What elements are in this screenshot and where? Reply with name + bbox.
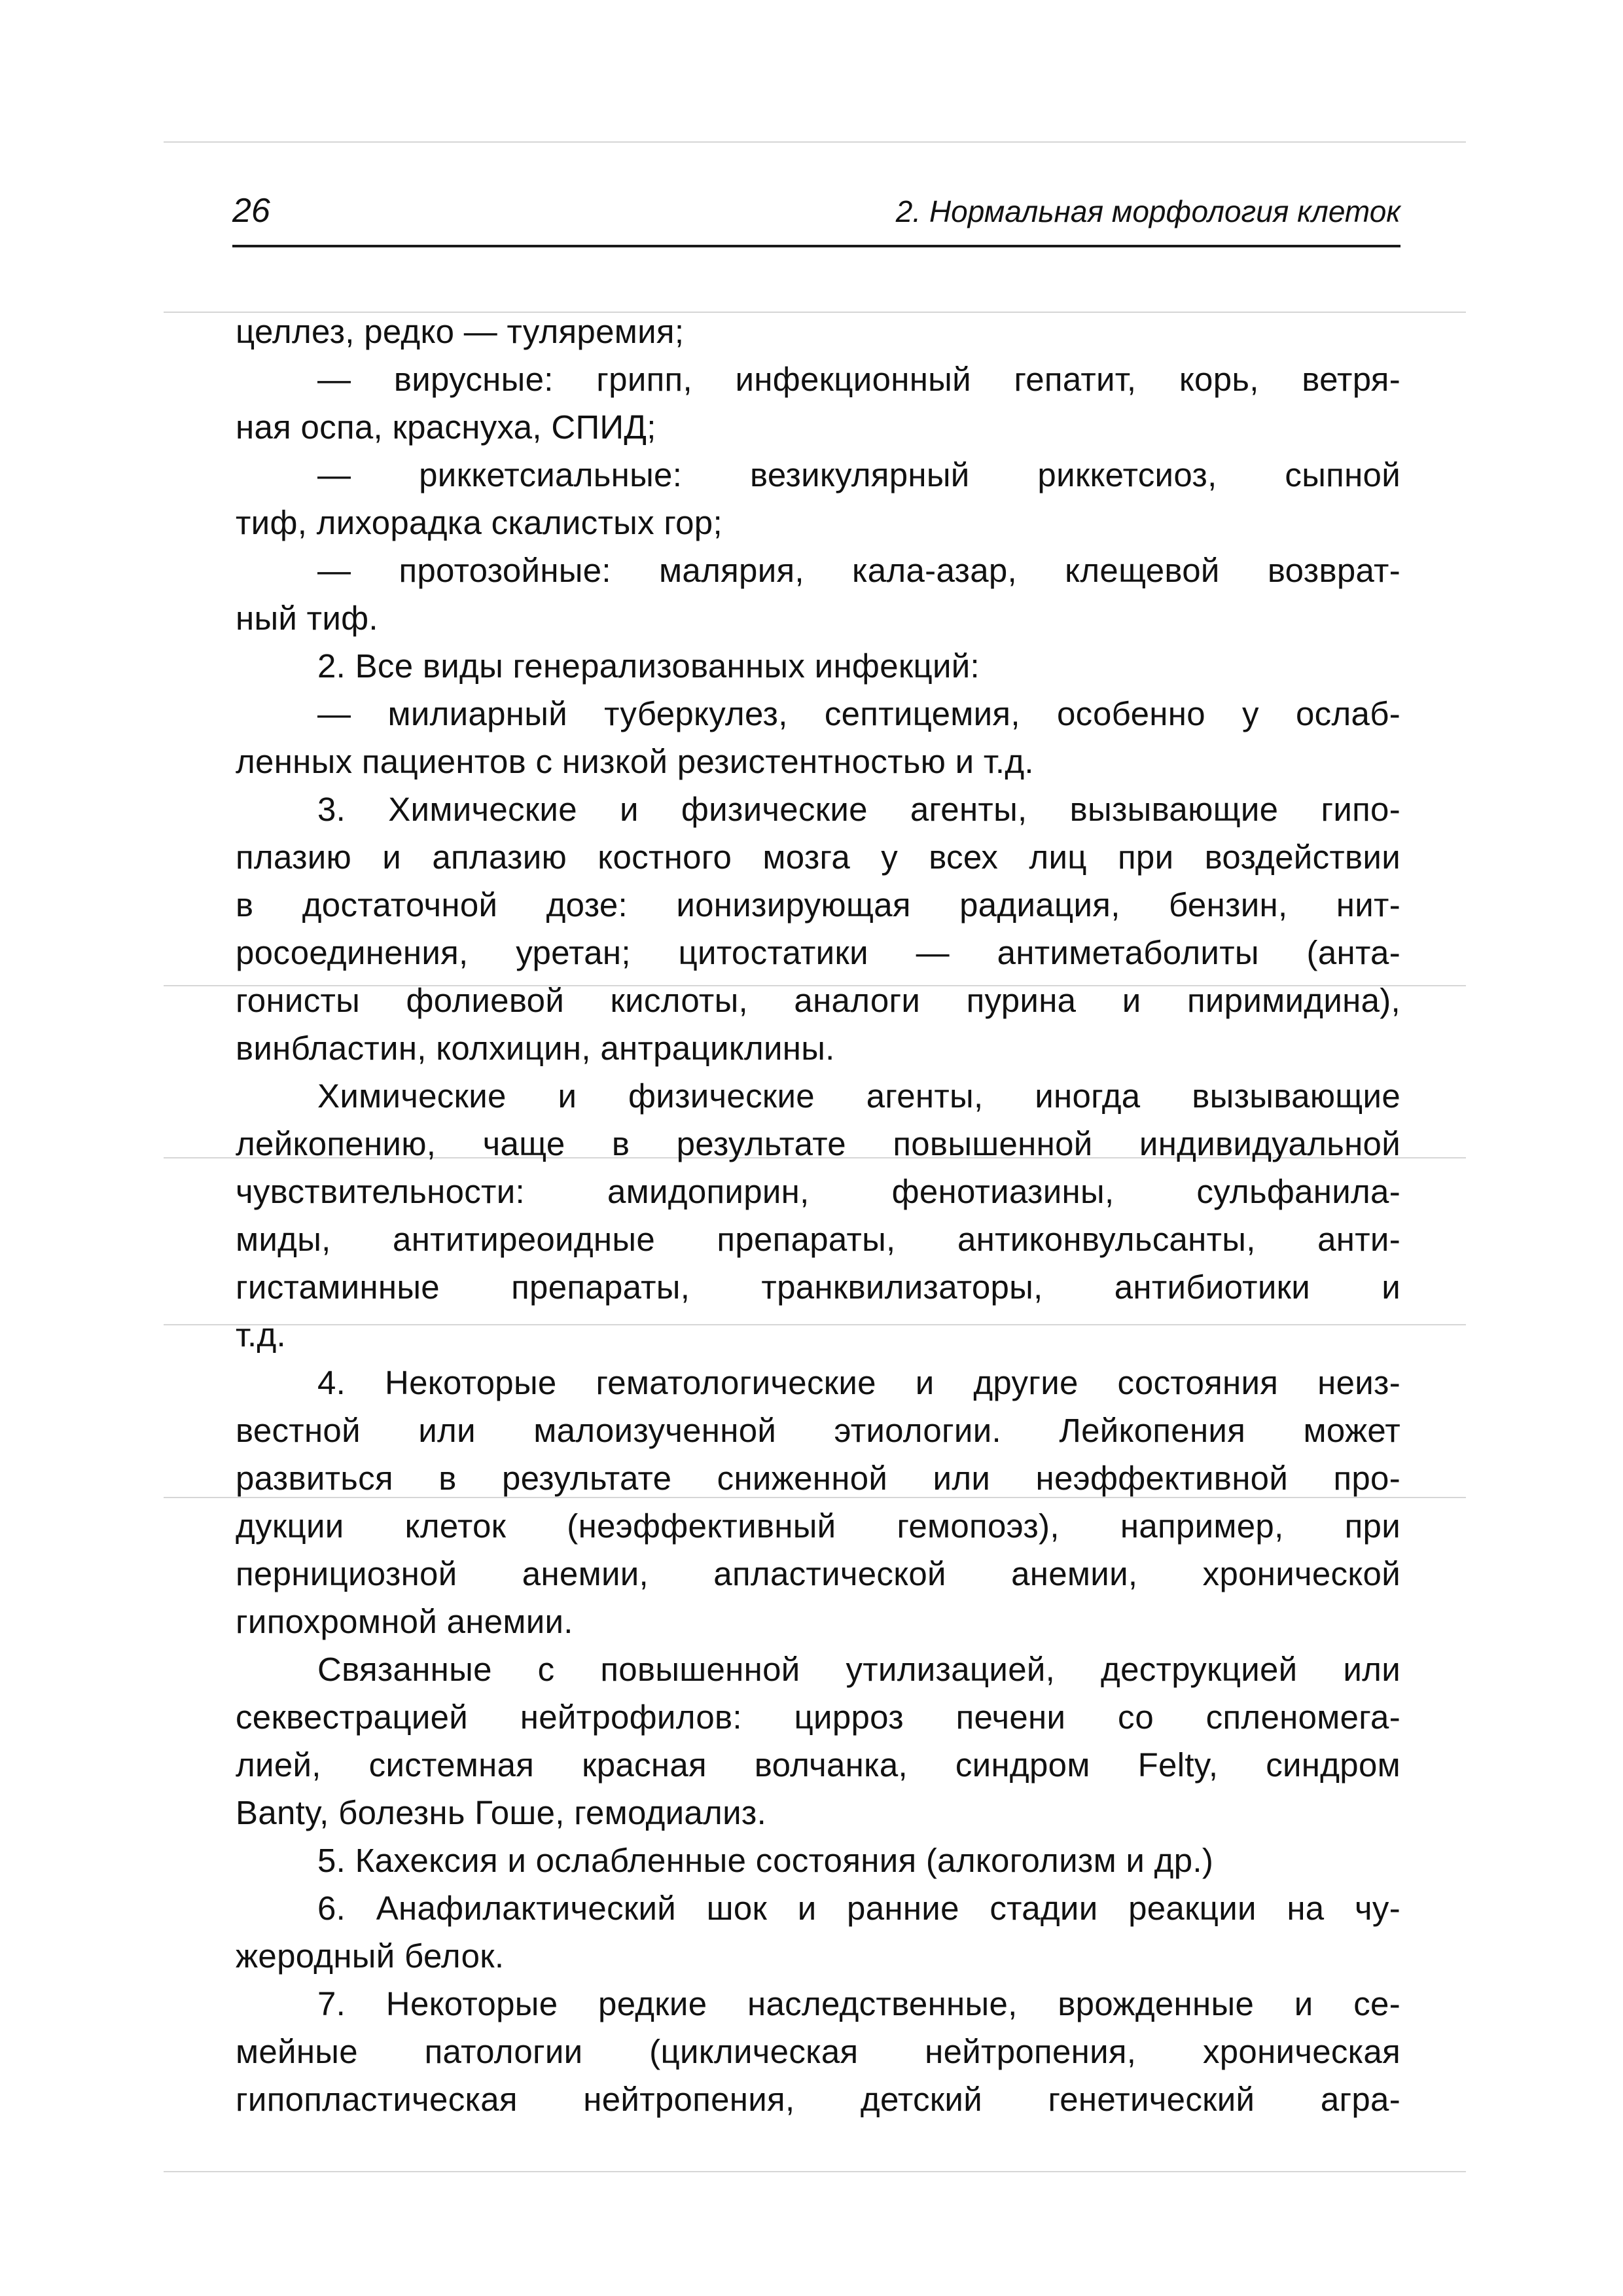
text-line: миды, антитиреоидные препараты, антиконвульсанты, анти- bbox=[236, 1221, 1400, 1258]
text-line: жеродный белок. bbox=[236, 1937, 505, 1975]
text-line: вестной или малоизученной этиологии. Лейкопения может bbox=[236, 1412, 1400, 1449]
text-line: гонисты фолиевой кислоты, аналоги пурина и пиримидина), bbox=[236, 982, 1400, 1019]
text-line: ленных пациентов с низкой резистентностью и т.д. bbox=[236, 743, 1034, 780]
scan-rule-bottom bbox=[164, 2171, 1466, 2172]
text-line: 3. Химические и физические агенты, вызывающие гипо- bbox=[317, 791, 1400, 828]
text-line: лейкопению, чаще в результате повышенной индивидуальной bbox=[236, 1125, 1400, 1162]
text-line: развиться в результате сниженной или неэффективной про- bbox=[236, 1460, 1400, 1497]
page-header bbox=[232, 188, 1400, 247]
text-line: ная оспа, краснуха, СПИД; bbox=[236, 408, 656, 446]
text-line: секвестрацией нейтрофилов: цирроз печени со спленомега- bbox=[236, 1698, 1400, 1736]
text-line: гипохромной анемии. bbox=[236, 1603, 573, 1640]
text-line: — вирусные: грипп, инфекционный гепатит, корь, ветря- bbox=[317, 361, 1400, 398]
text-line: чувствительности: амидопирин, фенотиазины, сульфанила- bbox=[236, 1173, 1400, 1210]
running-title: 2. Нормальная морфология клеток bbox=[895, 194, 1400, 228]
body-text bbox=[236, 308, 1400, 2123]
text-line: целлез, редко — туляремия; bbox=[236, 313, 685, 350]
text-line: — милиарный туберкулез, септицемия, особенно у ослаб- bbox=[317, 695, 1400, 732]
text-line: дукции клеток (неэффективный гемопоэз), например, при bbox=[236, 1507, 1400, 1545]
text-line: тиф, лихорадка скалистых гор; bbox=[236, 504, 722, 541]
text-line: росоединения, уретан; цитостатики — антиметаболиты (анта- bbox=[236, 934, 1400, 971]
text-line: 7. Некоторые редкие наследственные, врожденные и се- bbox=[317, 1985, 1400, 2022]
text-line: т.д. bbox=[236, 1316, 287, 1354]
text-line: Banty, болезнь Гоше, гемодиализ. bbox=[236, 1794, 767, 1831]
text-line: 5. Кахексия и ослабленные состояния (алкоголизм и др.) bbox=[317, 1842, 1214, 1879]
text-line: 6. Анафилактический шок и ранние стадии реакции на чу- bbox=[317, 1890, 1400, 1927]
text-line: Химические и физические агенты, иногда вызывающие bbox=[317, 1077, 1400, 1115]
text-line: лией, системная красная волчанка, синдром Felty, синдром bbox=[236, 1746, 1400, 1784]
text-line: винбластин, колхицин, антрациклины. bbox=[236, 1030, 835, 1067]
text-line: — риккетсиальные: везикулярный риккетсиоз, сыпной bbox=[317, 456, 1400, 493]
text-line: гистаминные препараты, транквилизаторы, антибиотики и bbox=[236, 1268, 1400, 1306]
text-line: пернициозной анемии, апластической анемии, хронической bbox=[236, 1555, 1400, 1592]
text-line: Связанные с повышенной утилизацией, деструкцией или bbox=[317, 1651, 1400, 1688]
text-line: 4. Некоторые гематологические и другие состояния неиз- bbox=[317, 1364, 1400, 1401]
text-line: мейные патологии (циклическая нейтропения, хроническая bbox=[236, 2033, 1400, 2070]
text-line: гипопластическая нейтропения, детский генетический агра- bbox=[236, 2081, 1400, 2118]
text-line: ный тиф. bbox=[236, 600, 378, 637]
text-line: в достаточной дозе: ионизирующая радиация, бензин, нит- bbox=[236, 886, 1400, 924]
page-number: 26 bbox=[232, 192, 270, 230]
text-line: — протозойные: малярия, кала-азар, клещевой возврат- bbox=[317, 552, 1400, 589]
text-line: плазию и аплазию костного мозга у всех лиц при воздействии bbox=[236, 838, 1400, 876]
scan-rule-top bbox=[164, 141, 1466, 143]
text-line: 2. Все виды генерализованных инфекций: bbox=[317, 647, 980, 685]
